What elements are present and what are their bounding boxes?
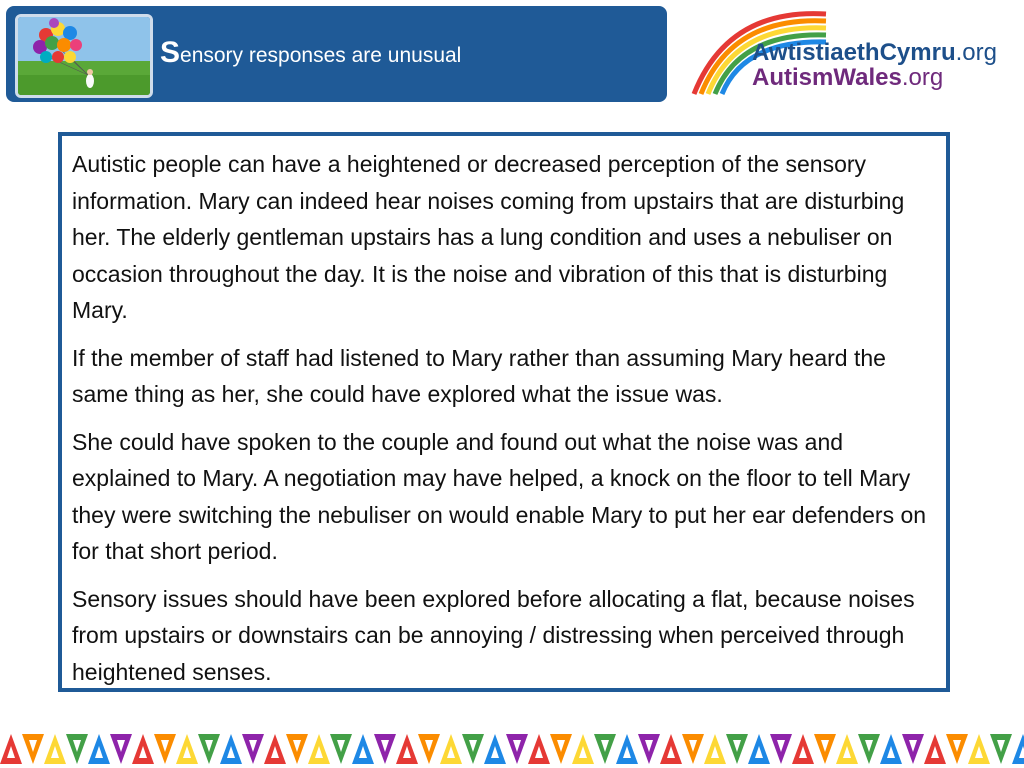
paragraph-sensory-issues: Sensory issues should have been explored before allocating a flat, because noises from upstairs or downstairs can be annoying / distressing when perceived through heightened senses. bbox=[72, 585, 915, 685]
footer-letter-strip bbox=[0, 728, 1024, 768]
paragraph-negotiation: She could have spoken to the couple and found out what the noise was and explained to Mary. A negotiation may have helped, a knock on the floor to tell Mary they were switching the nebuliser on would enable Mary to put her ear defenders on for that short period. bbox=[72, 428, 927, 564]
logo-line-english bbox=[752, 65, 997, 90]
logo-welsh-name: AwtistiaethCymru bbox=[752, 39, 956, 66]
balloons-photo bbox=[15, 14, 153, 98]
logo-english-name: AutismWales bbox=[752, 64, 902, 91]
page-title bbox=[160, 36, 461, 70]
page-title-initial: S bbox=[160, 36, 181, 69]
content-box bbox=[58, 132, 950, 692]
logo-text bbox=[752, 40, 997, 90]
paragraph-perception: Autistic people can have a heightened or decreased perception of the sensory information. Mary can indeed hear noises coming from upstairs that are disturbing her. The elderly gentleman upstairs has a lung condition and uses a nebuliser on occasion throughout the day. It is the noise and vibration of this that is disturbing Mary. bbox=[72, 151, 905, 323]
logo-english-suffix: .org bbox=[901, 64, 944, 91]
balloons-image-icon bbox=[18, 17, 150, 95]
header-bar bbox=[6, 6, 667, 102]
logo-line-welsh bbox=[752, 40, 997, 65]
paragraph-listening: If the member of staff had listened to Mary rather than assuming Mary heard the same thing as her, she could have explored what the issue was. bbox=[72, 344, 886, 407]
logo-welsh-suffix: .org bbox=[955, 39, 997, 66]
page-title-rest: ensory responses are unusual bbox=[180, 44, 462, 67]
